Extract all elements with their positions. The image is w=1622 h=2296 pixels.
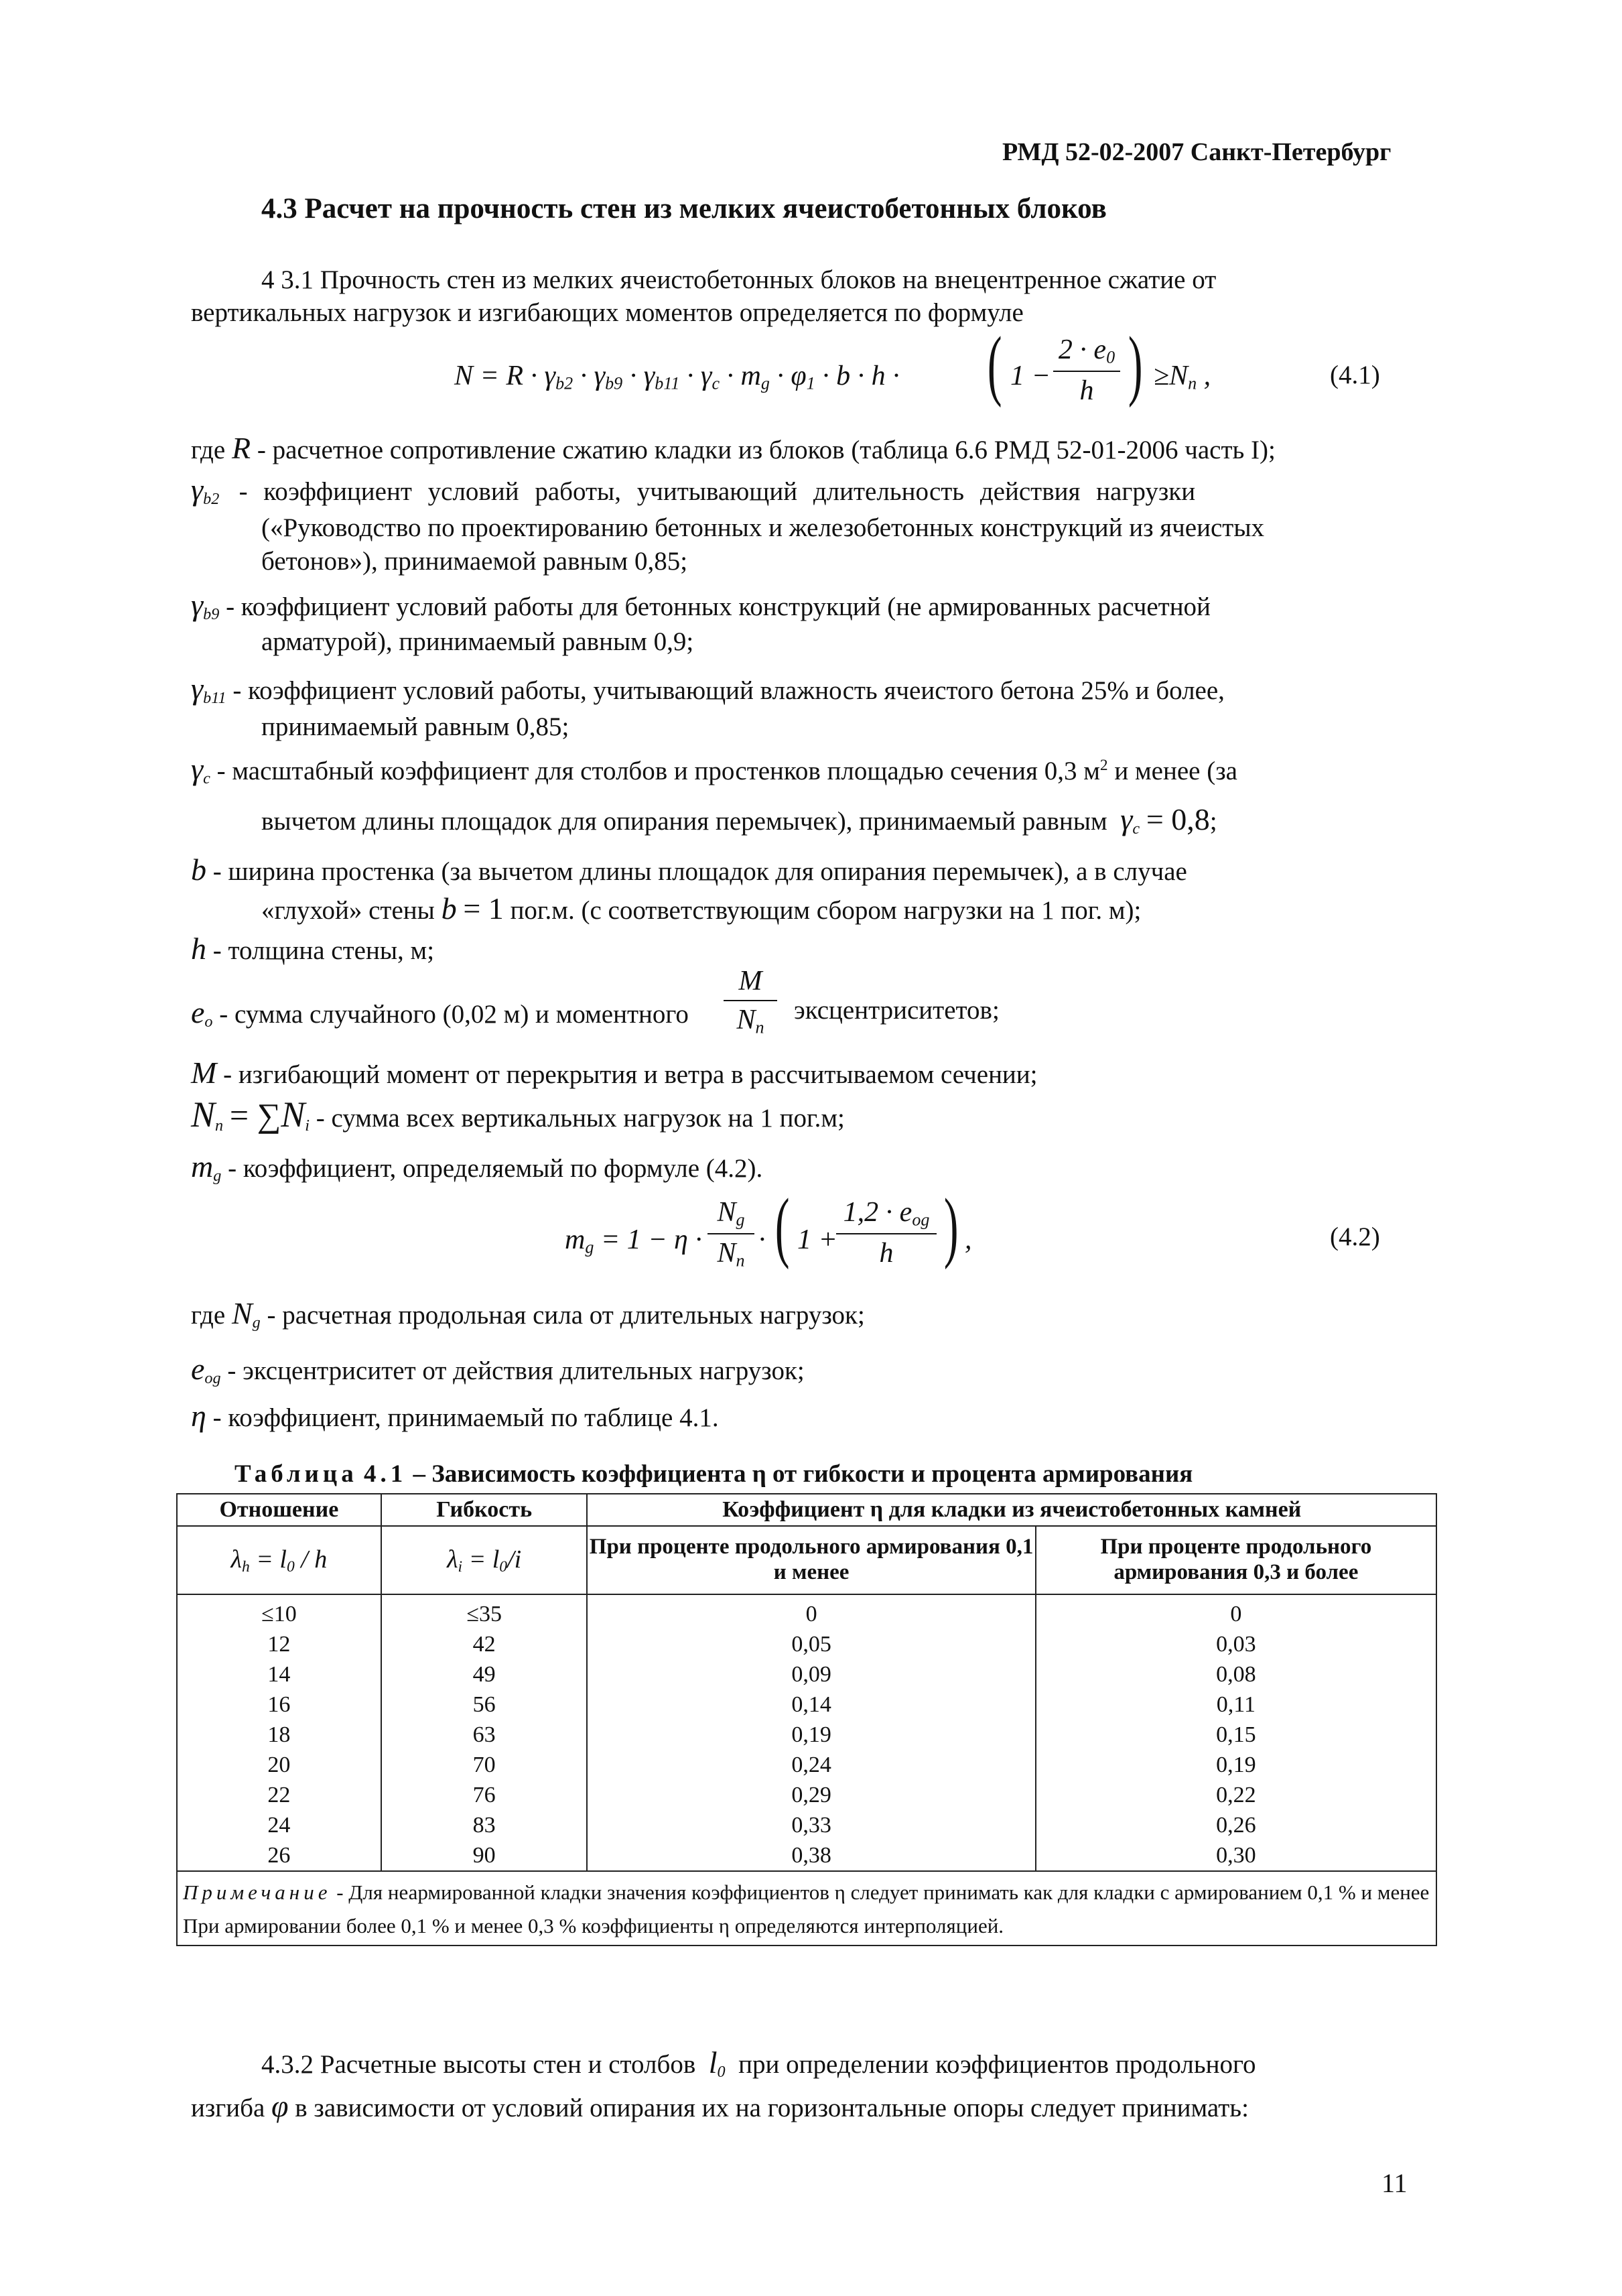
definition-eta: η - коэффициент, принимаемый по таблице 4.1.	[191, 1399, 719, 1433]
table-row	[177, 1720, 1436, 1750]
header-slenderness: Гибкость	[381, 1494, 588, 1526]
fraction-numerator: M	[738, 966, 762, 997]
note-label: Примечание	[183, 1880, 332, 1904]
paragraph-431-line1: 4 3.1 Прочность стен из мелких ячеистобетонных блоков на внецентренное сжатие от	[261, 265, 1217, 294]
cell: ≤35	[381, 1594, 588, 1629]
cell: 76	[381, 1780, 588, 1810]
table-row	[177, 1840, 1436, 1871]
cell: 18	[177, 1720, 381, 1750]
cell: 0,15	[1036, 1720, 1436, 1750]
definition-Ng: где $N_g$ - расчетная продольная сила от длительных нагрузок;	[191, 1296, 865, 1332]
cell: 16	[177, 1689, 381, 1720]
cell: 70	[381, 1750, 588, 1780]
cell: 56	[381, 1689, 588, 1720]
cell: 0,29	[587, 1780, 1035, 1810]
cell: 0,08	[1036, 1659, 1436, 1689]
fraction-denominator: $N_n$	[736, 1005, 764, 1037]
definition-eo-end: эксцентриситетов;	[794, 996, 1000, 1025]
header-coefficient: Коэффициент η для кладки из ячеистобетонных камней	[587, 1494, 1436, 1526]
definition-h: h - толщина стены, м;	[191, 932, 435, 966]
table-caption: Таблица 4.1 – Зависимость коэффициента η от гибкости и процента армирования	[234, 1460, 1193, 1488]
definition-gamma-c: $\gamma_c$ - масштабный коэффициент для столбов и простенков площадью сечения 0,3 $м^2$ и менее (за	[191, 752, 1237, 788]
definition-gamma-b9-line2: арматурой), принимаемый равным 0,9;	[261, 627, 694, 656]
subheader-reinforcement-01: При проценте продольного армирования 0,1 и менее	[587, 1526, 1035, 1594]
formula-4-2-dot: ·	[758, 1224, 766, 1255]
table-row	[177, 1750, 1436, 1780]
table-subheader-row	[177, 1526, 1436, 1594]
formula-dot-gb9: · γ	[580, 361, 606, 391]
formula-one-minus: 1 −	[1010, 361, 1051, 391]
cell: 90	[381, 1840, 588, 1871]
cell: 12	[177, 1629, 381, 1659]
cell: 0	[1036, 1594, 1436, 1629]
definition-eog: $e_{og}$ - эксцентриситет от действия длительных нагрузок;	[191, 1352, 805, 1388]
table-row	[177, 1780, 1436, 1810]
formula-4-2-one-plus: 1 +	[797, 1224, 837, 1255]
formula-fraction: $2 \cdot e_0$ h	[1053, 334, 1120, 407]
cell: 0,03	[1036, 1629, 1436, 1659]
definition-Nn: $N_n = \sum N_i$ - сумма всех вертикальных нагрузок на 1 пог.м;	[191, 1094, 845, 1135]
paragraph-432-line2: изгиба φ в зависимости от условий опирания их на горизонтальные опоры следует принимать:	[191, 2089, 1249, 2123]
fraction-numerator: 2 · e	[1058, 334, 1107, 365]
cell: 24	[177, 1810, 381, 1840]
formula-4-2-lhs: $m_g = 1 - \eta$ ·	[565, 1224, 702, 1257]
table-header-row	[177, 1494, 1436, 1526]
definition-eo: $e_o$ - сумма случайного (0,02 м) и моментного	[191, 995, 689, 1031]
section-title: 4.3 Расчет на прочность стен из мелких ячеистобетонных блоков	[261, 193, 1107, 225]
cell: 0,24	[587, 1750, 1035, 1780]
fraction-bar	[724, 1000, 777, 1001]
cell: 14	[177, 1659, 381, 1689]
definition-gamma-b2: $\gamma_{b2}$ - коэффициент условий работы, учитывающий длительность действия нагрузки	[191, 472, 1196, 509]
formula-dot-gb11: · γ	[629, 361, 655, 391]
definition-M: M - изгибающий момент от перекрытия и ветра в рассчитываемом сечении;	[191, 1056, 1038, 1090]
table-note	[177, 1871, 1436, 1946]
table-row	[177, 1629, 1436, 1659]
definition-gamma-c-line2: вычетом длины площадок для опирания перемычек), принимаемый равным $\gamma_c = 0,8$;	[261, 802, 1217, 838]
formula-number-4-1: (4.1)	[1330, 361, 1380, 389]
table-row	[177, 1689, 1436, 1720]
cell: 0,09	[587, 1659, 1035, 1689]
document-reference: РМД 52-02-2007 Санкт-Петербург	[1002, 138, 1392, 166]
paragraph-431-line2: вертикальных нагрузок и изгибающих моментов определяется по формуле	[191, 298, 1024, 327]
cell: 0,33	[587, 1810, 1035, 1840]
subheader-reinforcement-03: При проценте продольного армирования 0,3 и более	[1036, 1526, 1436, 1594]
cell: 0,30	[1036, 1840, 1436, 1871]
formula-4-2-fraction-ng	[707, 1196, 754, 1271]
fraction-numerator: $N_g$	[717, 1197, 745, 1230]
cell: 22	[177, 1780, 381, 1810]
fraction-bar	[836, 1233, 937, 1234]
cell: 0,22	[1036, 1780, 1436, 1810]
formula-open-paren: (	[987, 320, 1002, 408]
formula-4-2-comma: ,	[965, 1224, 972, 1255]
definition-R: где R - расчетное сопротивление сжатию кладки из блоков (таблица 6.6 РМД 52-01-2006 часть I);	[191, 431, 1276, 465]
paragraph-432-line1: 4.3.2 Расчетные высоты стен и столбов $l_0$ при определении коэффициентов продольного	[261, 2045, 1256, 2082]
header-ratio: Отношение	[177, 1494, 381, 1526]
cell: 0,14	[587, 1689, 1035, 1720]
fraction-bar	[1053, 371, 1120, 372]
definition-gamma-b2-line2: («Руководство по проектированию бетонных и железобетонных конструкций из ячеистых	[261, 513, 1265, 542]
fraction-denominator: $N_n$	[717, 1237, 745, 1270]
cell: 49	[381, 1659, 588, 1689]
cell: 0,38	[587, 1840, 1035, 1871]
cell: 0	[587, 1594, 1035, 1629]
cell: 0,19	[587, 1720, 1035, 1750]
table-row	[177, 1594, 1436, 1629]
definition-b-line2: «глухой» стены b = 1 пог.м. (с соответствующим сбором нагрузки на 1 пог. м);	[261, 891, 1142, 926]
cell: 0,26	[1036, 1810, 1436, 1840]
fraction-denominator: h	[879, 1237, 894, 1269]
cell: 63	[381, 1720, 588, 1750]
definition-gamma-b2-line3: бетонов»), принимаемой равным 0,85;	[261, 547, 688, 576]
formula-rhs: $\ge N_n$ ,	[1154, 361, 1211, 393]
definition-gamma-b11-line2: принимаемый равным 0,85;	[261, 712, 569, 741]
definition-eo-fraction	[724, 965, 777, 1038]
definition-gamma-b9: $\gamma_{b9}$ - коэффициент условий работы для бетонных конструкций (не армированных расчетной	[191, 588, 1211, 624]
cell: 83	[381, 1810, 588, 1840]
formula-4-2-open-paren: (	[774, 1182, 790, 1270]
definition-mg: $m_g$ - коэффициент, определяемый по формуле (4.2).	[191, 1149, 763, 1186]
cell: 0,05	[587, 1629, 1035, 1659]
definition-gamma-b11: $\gamma_{b11}$ - коэффициент условий работы, учитывающий влажность ячеистого бетона 25% и более,	[191, 672, 1225, 708]
note-text: - Для неармированной кладки значения коэффициентов η следует принимать как для кладки с армированием 0,1 % и менее При армировании более 0,1 % и менее 0,3 % коэффициенты η определяются интерполяцией.	[183, 1880, 1430, 1937]
definition-b: b - ширина простенка (за вычетом длины площадок для опирания перемычек), а в случае	[191, 852, 1187, 887]
page-number: 11	[1381, 2168, 1408, 2198]
fraction-numerator: $1,2 \cdot e_{og}$	[843, 1197, 930, 1230]
fraction-denominator: h	[1079, 375, 1094, 406]
formula-number-4-2: (4.2)	[1330, 1222, 1380, 1251]
table-4-1	[176, 1493, 1437, 1946]
subheader-slenderness-formula: $\lambda_i = l_0/i$	[381, 1526, 588, 1594]
table-row	[177, 1810, 1436, 1840]
cell: 26	[177, 1840, 381, 1871]
fraction-bar	[707, 1233, 754, 1234]
formula-close-paren: )	[1128, 320, 1143, 408]
cell: 42	[381, 1629, 588, 1659]
formula-lhs: N = R · γ	[454, 361, 556, 391]
cell: ≤10	[177, 1594, 381, 1629]
table-note-row	[177, 1871, 1436, 1946]
formula-4-2-close-paren: )	[943, 1182, 959, 1270]
cell: 0,11	[1036, 1689, 1436, 1720]
table-row	[177, 1659, 1436, 1689]
formula-4-2-fraction-e	[836, 1196, 937, 1269]
cell: 20	[177, 1750, 381, 1780]
cell: 0,19	[1036, 1750, 1436, 1780]
subheader-ratio-formula: $\lambda_h = l_0 / h$	[177, 1526, 381, 1594]
